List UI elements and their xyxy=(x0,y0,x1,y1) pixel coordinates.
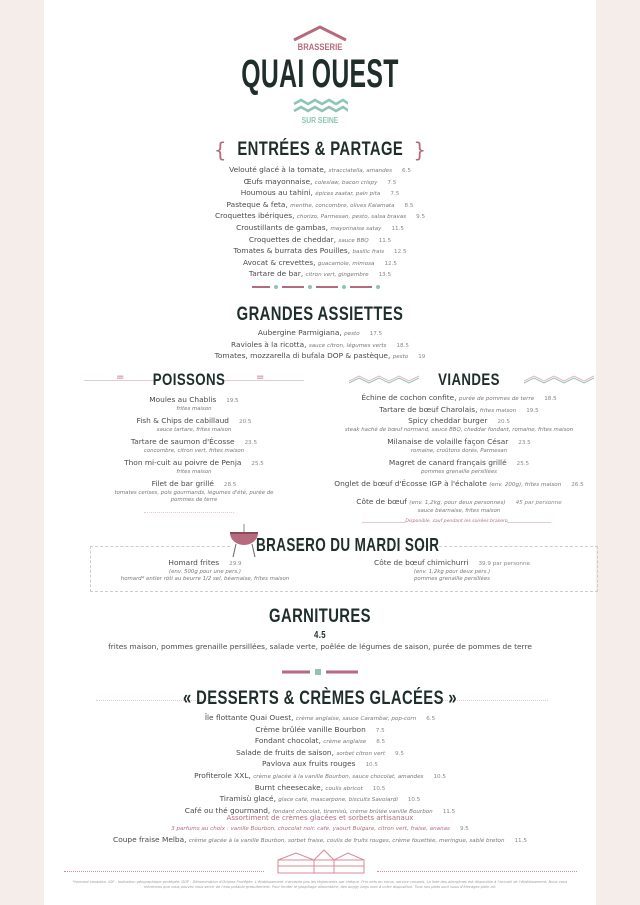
menu-item xyxy=(84,479,304,504)
item-name: Homard frites xyxy=(168,558,220,567)
assortiment-title: Assortiment de crèmes glacées et sorbets artisanaux xyxy=(226,814,414,822)
item-price: 10.5 xyxy=(365,762,378,769)
item-line xyxy=(84,479,304,490)
item-name: Côte de bœuf chimichurri xyxy=(374,558,469,567)
item-price: 19.5 xyxy=(526,407,539,414)
assortiment-price: 9.5 xyxy=(459,826,469,832)
item-name: Aubergine Parmigiana, xyxy=(257,328,342,337)
brasero-title: BRASERO DU MARDI SOIR xyxy=(256,535,440,555)
item-name: Milanaise de volaille façon César xyxy=(387,437,509,447)
equals-ornament: = xyxy=(116,372,125,383)
menu-item xyxy=(44,748,596,760)
item-name: Onglet de bœuf d'Écosse IGP à l'échalote xyxy=(334,479,487,489)
item-desc: pommes grenaille persillées xyxy=(421,469,497,476)
item-desc: chorizo, Parmesan, pesto, salsa bravas xyxy=(296,214,407,221)
item-name: Magret de canard français grillé xyxy=(388,458,507,468)
brace-right: } xyxy=(413,138,427,162)
item-price: 23.5 xyxy=(518,440,531,447)
waves-icon xyxy=(292,98,348,114)
item-price: 20.5 xyxy=(239,419,252,425)
item-name: Fish & Chips de cabillaud xyxy=(136,416,230,425)
item-line xyxy=(84,458,304,469)
item-price: 12.5 xyxy=(394,249,407,256)
item-desc: (env. 200g), frites maison xyxy=(489,482,562,489)
item-desc: sauce citron, légumes verts xyxy=(308,342,387,349)
item-price: 10.5 xyxy=(433,773,446,780)
logo-name: QUAI OUEST xyxy=(241,52,399,96)
garnitures-title: GARNITURES xyxy=(269,606,371,627)
item-desc: frites maison xyxy=(176,406,212,412)
item-name: Velouté glacé à la tomate, xyxy=(229,165,327,174)
item-desc: pesto xyxy=(344,331,360,337)
item-price: 8.5 xyxy=(376,739,386,746)
item-desc: citron vert, gingembre xyxy=(305,272,369,279)
item-name: Spicy cheddar burger xyxy=(408,416,488,426)
item-name: Burnt cheesecake, xyxy=(254,782,324,792)
item-name: Filet de bar grillé xyxy=(151,479,214,488)
item-name: Fondant chocolat, xyxy=(254,736,321,746)
viandes-title: VIANDES xyxy=(438,370,500,389)
item-price: 29.9 xyxy=(229,561,242,567)
item-name: Œufs mayonnaise, xyxy=(243,176,313,186)
item-desc: steak haché de bœuf normand, sauce BBQ, cheddar fondant, romaine, frites maison xyxy=(344,427,574,434)
brace-left: { xyxy=(213,138,227,162)
item-price: 18.5 xyxy=(396,342,409,349)
item-price: 10.5 xyxy=(407,797,421,804)
item-price: 9.5 xyxy=(395,750,404,757)
item-name: Tartare de bar, xyxy=(248,269,304,279)
menu-item xyxy=(44,328,596,340)
entrees-heading xyxy=(44,138,596,162)
menu-item xyxy=(44,165,596,177)
item-name: Salade de fruits de saison, xyxy=(236,747,334,757)
item-name: Croustillants de gambas, xyxy=(236,222,328,232)
menu-item xyxy=(44,246,596,258)
item-price: 7.5 xyxy=(375,727,385,734)
item-desc: crème anglaise xyxy=(323,739,367,746)
assortiment-desc: 3 parfums au choix : vanille Bourbon, chocolat noir, café, yaourt Bulgare, citron vert, fraise, ananas xyxy=(171,826,450,832)
item-name: Crème brûlée vanille Bourbon xyxy=(255,724,366,734)
menu-item xyxy=(44,340,596,352)
menu-item xyxy=(334,558,570,583)
item-desc: coulis abricot xyxy=(325,785,363,792)
item-price: 11.5 xyxy=(442,808,456,815)
menu-item xyxy=(84,437,304,455)
item-desc: basilic frais xyxy=(352,249,385,256)
entrees-title: ENTRÉES & PARTAGE xyxy=(237,138,403,160)
item-name: Côte de bœuf xyxy=(356,497,407,506)
menu-item xyxy=(44,725,596,737)
item-desc: mayonnaise satay xyxy=(330,225,382,232)
item-desc: romaine, croûtons dorés, Parmesan xyxy=(410,448,508,455)
item-desc: pesto xyxy=(392,354,409,361)
menu-item xyxy=(84,458,304,476)
item-name: Thon mi-cuit au poivre de Penja xyxy=(124,458,242,467)
menu-item xyxy=(44,713,596,725)
desserts-title: « DESSERTS & CRÈMES GLACÉES » xyxy=(182,688,457,709)
viandes-list xyxy=(314,393,604,491)
logo xyxy=(44,28,596,128)
menu-item xyxy=(44,177,596,189)
desserts-list xyxy=(44,713,596,817)
item-name: Ravioles à la ricotta, xyxy=(231,339,307,349)
item-price: 6.5 xyxy=(426,716,436,722)
menu-item xyxy=(44,211,596,223)
item-name: Tomates & burrata des Pouilles, xyxy=(233,246,351,256)
menu-item xyxy=(84,416,304,434)
item-line xyxy=(314,458,604,469)
item-name: Croquettes de cheddar, xyxy=(248,234,337,244)
item-price: 39.9 par personne xyxy=(478,561,530,567)
item-name: Tiramisù glacé, xyxy=(219,794,276,804)
section-divider xyxy=(250,283,390,291)
item-note: (env. 1,2kg pour deux pers.) xyxy=(413,569,491,575)
item-desc: crème glacée à la vanille Bourbon, sauce chocolat, amandes xyxy=(253,773,424,780)
item-price: 7.5 xyxy=(390,191,400,198)
item-price: 19.5 xyxy=(226,398,239,404)
item-desc: tomates cerises, pois gourmands, légumes d'été, purée de pommes de terre xyxy=(114,490,274,503)
menu-item xyxy=(314,437,604,455)
item-line xyxy=(314,416,604,427)
item-price: 25.5 xyxy=(251,461,264,467)
item-desc: homard* entier rôti au beurre 1/2 sel, béarnaise, frites maison xyxy=(120,576,290,582)
item-desc: frites maison xyxy=(176,469,212,475)
item-name: Houmous au tahini, xyxy=(240,188,313,198)
item-desc: concombre, citron vert, frites maison xyxy=(143,448,245,454)
menu-item xyxy=(44,783,596,795)
item-price: 11.5 xyxy=(391,225,404,232)
grandes-list xyxy=(44,328,596,363)
market-hall-illustration xyxy=(276,848,366,874)
item-note: (env. 1,2kg, pour deux personnes) xyxy=(409,500,506,506)
item-price: 8.5 xyxy=(404,202,414,209)
item-desc: fondant chocolat, tiramisù, crème brûlée vanille Bourbon xyxy=(272,808,433,815)
item-name: Tartare de bœuf Charolais, xyxy=(379,404,478,414)
item-desc: guacamole, mimosa xyxy=(317,260,375,267)
item-name: Croquettes ibériques, xyxy=(214,211,295,221)
menu-item xyxy=(84,395,304,413)
coupe-price: 11.5 xyxy=(514,838,527,844)
garnitures-price: 4.5 xyxy=(313,630,327,641)
cote-de-boeuf xyxy=(314,497,604,515)
menu-item xyxy=(314,479,604,491)
item-desc: épices zaatar, pain pita xyxy=(315,191,381,198)
item-name: Échine de cochon confite, xyxy=(361,393,457,402)
menu-item xyxy=(44,351,596,363)
menu-item xyxy=(314,405,604,417)
item-desc: crème anglaise, sauce Carambar, pop-corn xyxy=(295,716,417,722)
item-note: (env. 500g pour une pers.) xyxy=(169,569,241,575)
item-name: Tartare de saumon d'Écosse xyxy=(130,437,235,446)
item-price: 17.5 xyxy=(369,331,383,337)
item-price: 28.5 xyxy=(223,482,237,488)
item-name: Café ou thé gourmand, xyxy=(184,805,271,815)
item-price: 25.5 xyxy=(516,461,530,468)
menu-item xyxy=(44,223,596,235)
item-desc: menthe, concombre, olives Kalamata xyxy=(290,202,395,209)
coupe-desc: crème glacée à la vanille Bourbon, sorbet fraise, coulis de fruits rouges, crème fouettée, meringue, sablé breton xyxy=(188,838,505,844)
menu-item xyxy=(44,771,596,783)
item-price: 12.5 xyxy=(384,260,397,267)
brasero-item xyxy=(90,558,320,586)
item-price: 45 par personne xyxy=(515,500,562,506)
item-name: Moules au Chablis xyxy=(149,395,217,404)
roof-icon xyxy=(292,24,348,42)
zigzag-ornament xyxy=(524,374,594,384)
item-desc: glace café, mascarpone, biscuits Savoiardi xyxy=(278,797,398,804)
item-name: Pasteque & feta, xyxy=(226,199,288,209)
menu-item xyxy=(44,258,596,270)
menu-item xyxy=(314,393,604,405)
assortiment xyxy=(44,813,596,847)
item-price: 20.5 xyxy=(497,419,510,426)
item-desc: stracciatella, amandes xyxy=(328,168,392,174)
poissons-title: POISSONS xyxy=(152,370,226,389)
coupe-name: Coupe fraise Melba, xyxy=(113,835,187,844)
item-name: Avocat & crevettes, xyxy=(243,257,316,267)
item-line xyxy=(314,437,604,448)
item-desc: sauce béarnaise, frites maison xyxy=(417,508,501,514)
item-desc: sorbet citron vert xyxy=(336,750,386,757)
entrees-list xyxy=(44,165,596,281)
item-desc: sauce tartare, frites maison xyxy=(156,427,232,433)
menu-item xyxy=(44,269,596,281)
item-line xyxy=(84,416,304,427)
availability-note: Disponible, sauf pendant les soirées brasero xyxy=(405,519,508,524)
equals-ornament: = xyxy=(256,372,265,383)
item-price: 10.5 xyxy=(372,785,386,792)
item-desc: frites maison xyxy=(479,407,517,414)
item-desc: coleslaw, bacon crispy xyxy=(314,179,378,186)
item-name: Île flottante Quai Ouest, xyxy=(204,713,294,722)
item-desc: purée de pommes de terre xyxy=(458,396,535,402)
menu-item xyxy=(44,736,596,748)
item-price: 13.5 xyxy=(378,272,392,279)
menu-page xyxy=(44,0,596,905)
item-price: 11.5 xyxy=(378,237,392,244)
item-name: Tomates, mozzarella di bufala DOP & pastèque, xyxy=(214,351,391,361)
item-price: 18.5 xyxy=(544,396,557,402)
item-line xyxy=(84,437,304,448)
item-name: Pavlova aux fruits rouges xyxy=(262,759,356,769)
item-price: 6.5 xyxy=(401,168,411,174)
poissons-list xyxy=(84,395,304,507)
logo-brasserie: BRASSERIE xyxy=(297,42,343,52)
item-line xyxy=(90,558,320,569)
menu-item xyxy=(44,200,596,212)
garnitures-list: frites maison, pommes grenaille persillées, salade verte, poêlée de légumes de saison, purée de pommes de terre xyxy=(108,642,532,651)
item-line xyxy=(84,395,304,406)
item-price: 9.5 xyxy=(416,214,426,221)
footnote: *homard canadien. IGP : Indication géographique protégée. DOP : Dénomination d'Origine Protégée. L'établissement n'accepte pas les règlements par chèque. Prix nets en euros, service compris. La liste des allergènes est disponible à l'accueil de l'établissement. Nous vous informons que vous pouvez vous servir de l'eau potable gratuitement. Pour limiter le gaspillage alimentaire, des doggy bags sont à votre disposition. Tous nos plats sont issus d'élevages plein air. xyxy=(72,880,568,889)
menu-item xyxy=(44,794,596,806)
menu-item xyxy=(90,558,320,583)
item-desc: sauce BBQ xyxy=(338,237,369,244)
item-desc: pommes grenaille persillées xyxy=(414,576,490,582)
item-price: 19 xyxy=(418,354,426,361)
brasero-item xyxy=(334,558,570,586)
menu-item xyxy=(314,416,604,434)
section-divider xyxy=(280,668,360,676)
zigzag-ornament xyxy=(349,374,419,384)
menu-item xyxy=(44,188,596,200)
logo-sur-seine: SUR SEINE xyxy=(301,116,339,125)
item-price: 26.5 xyxy=(571,482,584,489)
menu-item xyxy=(44,759,596,771)
item-price: 23.5 xyxy=(244,440,258,446)
menu-item xyxy=(44,235,596,247)
grandes-title: GRANDES ASSIETTES xyxy=(236,304,404,325)
item-price: 7.5 xyxy=(387,179,397,186)
menu-item xyxy=(314,458,604,476)
item-name: Profiterole XXL, xyxy=(194,770,251,780)
item-line xyxy=(334,558,570,569)
